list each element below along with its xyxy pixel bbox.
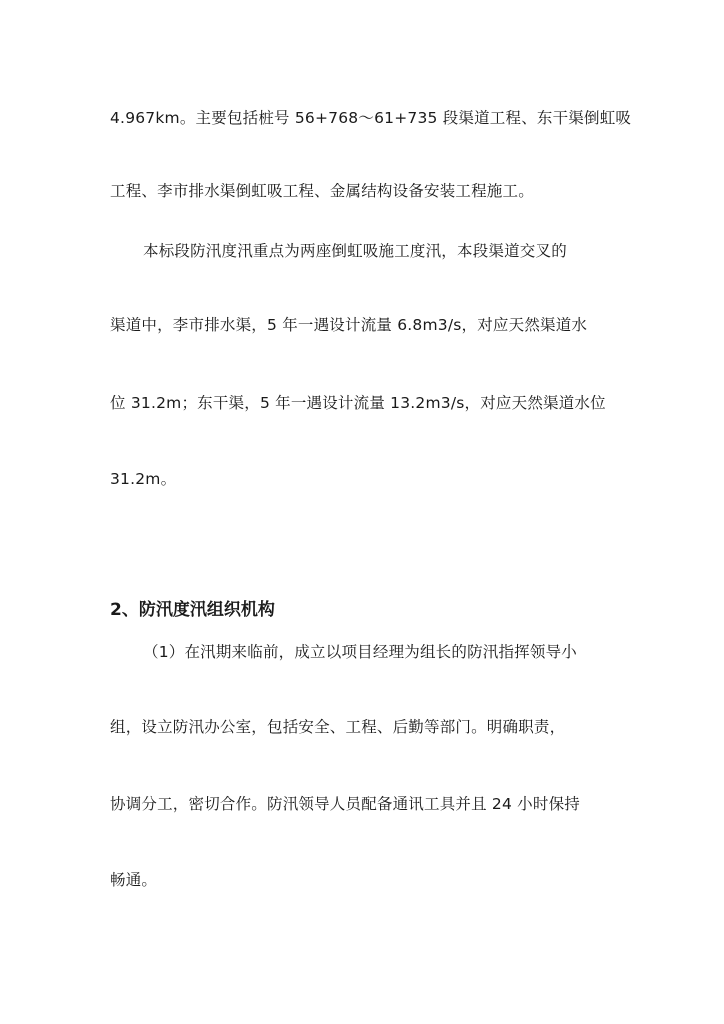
- paragraph-line: 31.2m。: [110, 470, 177, 488]
- paragraph-line: 渠道中，李市排水渠，5 年一遇设计流量 6.8m3/s，对应天然渠道水: [110, 316, 588, 334]
- paragraph-line: 协调分工，密切合作。防汛领导人员配备通讯工具并且 24 小时保持: [110, 795, 580, 813]
- paragraph-line: 位 31.2m；东干渠，5 年一遇设计流量 13.2m3/s，对应天然渠道水位: [110, 394, 606, 412]
- paragraph-line: （1）在汛期来临前，成立以项目经理为组长的防汛指挥领导小: [143, 643, 577, 661]
- paragraph-line: 畅通。: [110, 871, 158, 889]
- section-heading: 2、防汛度汛组织机构: [110, 600, 275, 620]
- paragraph-line: 4.967km。主要包括桩号 56+768～61+735 段渠道工程、东干渠倒虹吸: [110, 109, 632, 127]
- paragraph-line: 本标段防汛度汛重点为两座倒虹吸施工度汛，本段渠道交叉的: [143, 242, 567, 260]
- paragraph-line: 组，设立防汛办公室，包括安全、工程、后勤等部门。明确职责，: [110, 718, 566, 736]
- paragraph-line: 工程、李市排水渠倒虹吸工程、金属结构设备安装工程施工。: [110, 182, 534, 200]
